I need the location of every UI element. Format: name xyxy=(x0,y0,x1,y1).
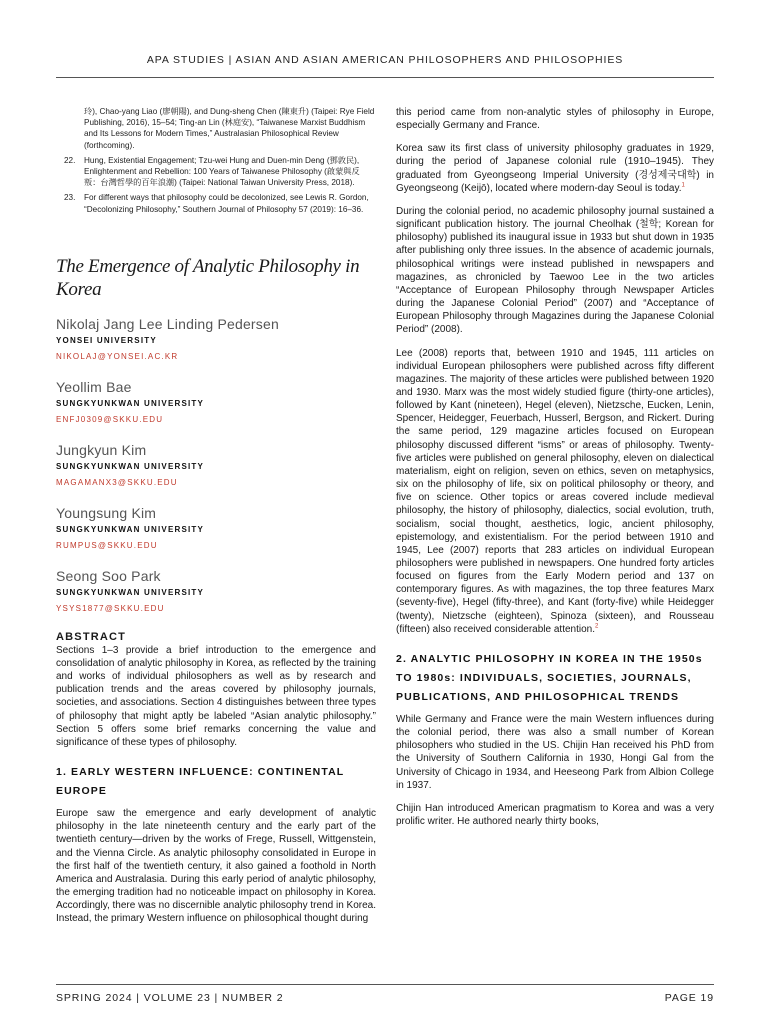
section-2-heading: 2. ANALYTIC PHILOSOPHY IN KOREA IN THE 1950s TO 1980s: INDIVIDUALS, SOCIETIES, JOURNALS, PUBLICATIONS, AND PHILOSOPHICAL TRENDS xyxy=(396,652,703,703)
paragraph: While Germany and France were the main Western influences during the colonial period, there was also a small number of Korean philosophers who studied in the US. Chijin Han received his PhD from the University of Southern California in 1930, Hongi Gal from the University of Chicago in 1934, and Heeseong Park from Albion College in 1937. xyxy=(396,713,714,791)
author-affiliation: SUNGKYUNKWAN UNIVERSITY xyxy=(56,461,205,471)
footnote-ref[interactable]: 2 xyxy=(595,623,599,630)
author-affiliation: SUNGKYUNKWAN UNIVERSITY xyxy=(56,398,205,408)
author-email-link[interactable]: YSYS1877@SKKU.EDU xyxy=(56,603,165,613)
footnote-number: 23. xyxy=(64,193,76,203)
author-email-link[interactable]: ENFJ0309@SKKU.EDU xyxy=(56,414,164,424)
paragraph-text: Lee (2008) reports that, between 1910 and 1945, 111 articles on individual European philosophers were published across fifty different magazines. The majority of these articles were published between 1920 and 1930. Marx was the most widely studied figure (thirty-one articles), followed by Kant (nineteen), Hegel (eleven), Nietzsche, Eucken, Lenin, Spencer, Heidegger, Feuerbach, Husserl, Bergson, and Rickert. During the same period, 129 magazine articles focused on European philosophy discussed different “isms” or areas of philosophy. Twenty-five articles were published on general philosophy, eleven on dialectical materialism, eight on religion, seven on ethics, seven on metaphysics, six on the philosophy of life, six on political philosophy or theory, and five on science. Other topics or areas covered include medieval philosophy, the history of philosophy, dialectics, social evolution, truth, socialism, social thought, aesthetics, logic, ancient philosophy, epistemology, and existentialism. For the period between 1910 and 1945, Lee (2007) reports that 283 articles on individual European philosophers were published in newspapers. One hundred forty articles focused on figures from the Early Modern period and 137 on contemporary figures. As with magazines, the top three features Marx (seventy-five), Hegel (fifty-three), and Kant (forty-five) while Heidegger (twenty), Nietzsche (eighteen), Spinoza (sixteen), and Rousseau (fifteen) also received considerable attention. xyxy=(396,347,714,635)
author-block xyxy=(56,378,376,426)
section-1-body xyxy=(56,807,376,925)
paragraph xyxy=(396,347,714,636)
author-affiliation: SUNGKYUNKWAN UNIVERSITY xyxy=(56,524,205,534)
footnotes xyxy=(56,106,376,215)
left-column xyxy=(56,106,376,935)
author-email-link[interactable]: RUMPUS@SKKU.EDU xyxy=(56,540,158,550)
footnote-text: For different ways that philosophy could be decolonized, see Lewis R. Gordon, “Decolonizing Philosophy,” Southern Journal of Philosophy 57 (2019): 16–36. xyxy=(84,193,369,214)
paragraph-text: Korea saw its first class of university philosophy graduates in 1929, during the period of Japanese colonial rule (1910–1945). They graduated from Gyeongseong Imperial University (경성제국대학) in Gyeongseong (Keijō), located where modern-day Seoul is today. xyxy=(396,143,714,194)
running-head: APA STUDIES | ASIAN AND ASIAN AMERICAN PHILOSOPHERS AND PHILOSOPHIES xyxy=(146,54,624,66)
paragraph xyxy=(396,142,714,195)
author-name: Seong Soo Park xyxy=(56,567,161,584)
footer-rule xyxy=(56,984,714,985)
author-email-link[interactable]: NIKOLAJ@YONSEI.AC.KR xyxy=(56,351,179,361)
footnote-22 xyxy=(56,155,376,189)
author-block xyxy=(56,504,376,552)
section-1-heading: 1. EARLY WESTERN INFLUENCE: CONTINENTAL EUROPE xyxy=(56,766,345,798)
author-block xyxy=(56,567,376,615)
abstract-text: Sections 1–3 provide a brief introduction to the emergence and consolidation of analytic philosophy in Korea, as reflected by the training and works of individual philosophers as well as by research and publication trends and the areas covered by philosophy journals, societies, and associations. Section 4 distinguishes between three types of philosophy that might aptly be labeled “Asian analytic philosophy.” Section 5 offers some brief remarks concerning the value and significance of these types of philosophy. xyxy=(56,644,376,748)
section-2-body xyxy=(396,713,714,828)
right-column xyxy=(396,106,714,838)
author-email-link[interactable]: MAGAMANX3@SKKU.EDU xyxy=(56,477,178,487)
paragraph: this period came from non-analytic styles of philosophy in Europe, especially Germany and France. xyxy=(396,107,714,132)
author-name: Nikolaj Jang Lee Linding Pedersen xyxy=(56,315,279,332)
footnote-23 xyxy=(56,192,376,214)
author-block xyxy=(56,315,376,363)
page-number: PAGE 19 xyxy=(664,992,714,1004)
abstract-body xyxy=(56,644,376,749)
footnote-ref[interactable]: 1 xyxy=(681,182,685,189)
author-name: Youngsung Kim xyxy=(56,504,157,521)
footnote-text: 玲), Chao-yang Liao (廖朝陽), and Dung-sheng Chen (陳東升) (Taipei: Rye Field Publishing, 2016), 15–54; Ting-an Lin (林庭安), “Taiwanese Marxist Buddhism and Its Lessons for Modern Times,” Australasian Philosophical Review (forthcoming). xyxy=(84,107,375,150)
footnote-number: 22. xyxy=(64,155,76,165)
paragraph: Europe saw the emergence and early development of analytic philosophy in the late nineteenth century and the early part of the twentieth century—driven by the works of Frege, Russell, Wittgenstein, and the Vienna Circle. As analytic philosophy consolidated in Europe in the first half of the twentieth century, it also gained a foothold in North America and Australasia. During this early period of analytic philosophy, the emerging tradition had no noticeable impact on philosophy in Korea. Accordingly, there was no discernible analytic philosophy trend in Korea. Instead, the primary Western influence on philosophical thought during xyxy=(56,808,376,925)
article-title: The Emergence of Analytic Philosophy in Korea xyxy=(56,255,360,300)
abstract-heading: ABSTRACT xyxy=(56,630,127,643)
issue-info: SPRING 2024 | VOLUME 23 | NUMBER 2 xyxy=(56,992,284,1004)
footnote-21-continued xyxy=(56,106,376,151)
author-affiliation: YONSEI UNIVERSITY xyxy=(56,335,157,345)
author-name: Yeollim Bae xyxy=(56,378,132,395)
paragraph: Chijin Han introduced American pragmatism to Korea and was a very prolific writer. He authored nearly thirty books, xyxy=(396,802,714,828)
author-name: Jungkyun Kim xyxy=(56,441,147,458)
author-block xyxy=(56,441,376,489)
author-affiliation: SUNGKYUNKWAN UNIVERSITY xyxy=(56,587,205,597)
right-body xyxy=(396,106,714,636)
header-rule xyxy=(56,77,714,78)
footnote-text: Hung, Existential Engagement; Tzu-wei Hung and Duen-min Deng (鄧敦民), Enlightenment and Rebellion: 100 Years of Taiwanese Philosophy (啟蒙與反叛：台灣哲學的百年浪潮) (Taipei: National Taiwan University Press, 2018). xyxy=(84,155,360,188)
paragraph: During the colonial period, no academic philosophy journal sustained a significant publication history. The journal Cheolhak (철학; Korean for philosophy) published its inaugural issue in 1933 but shut down in 1935 after publishing only three issues. In the absence of academic journals, philosophical writings were instead published in newspapers and magazines, as chronicled by Taewoo Lee in the two articles “Acceptance of European Philosophy through Newspaper Articles during the Japanese Colonial Period” (2007) and “Acceptance of European Philosophy through Magazines during the Japanese Colonial Period” (2008). xyxy=(396,205,714,336)
